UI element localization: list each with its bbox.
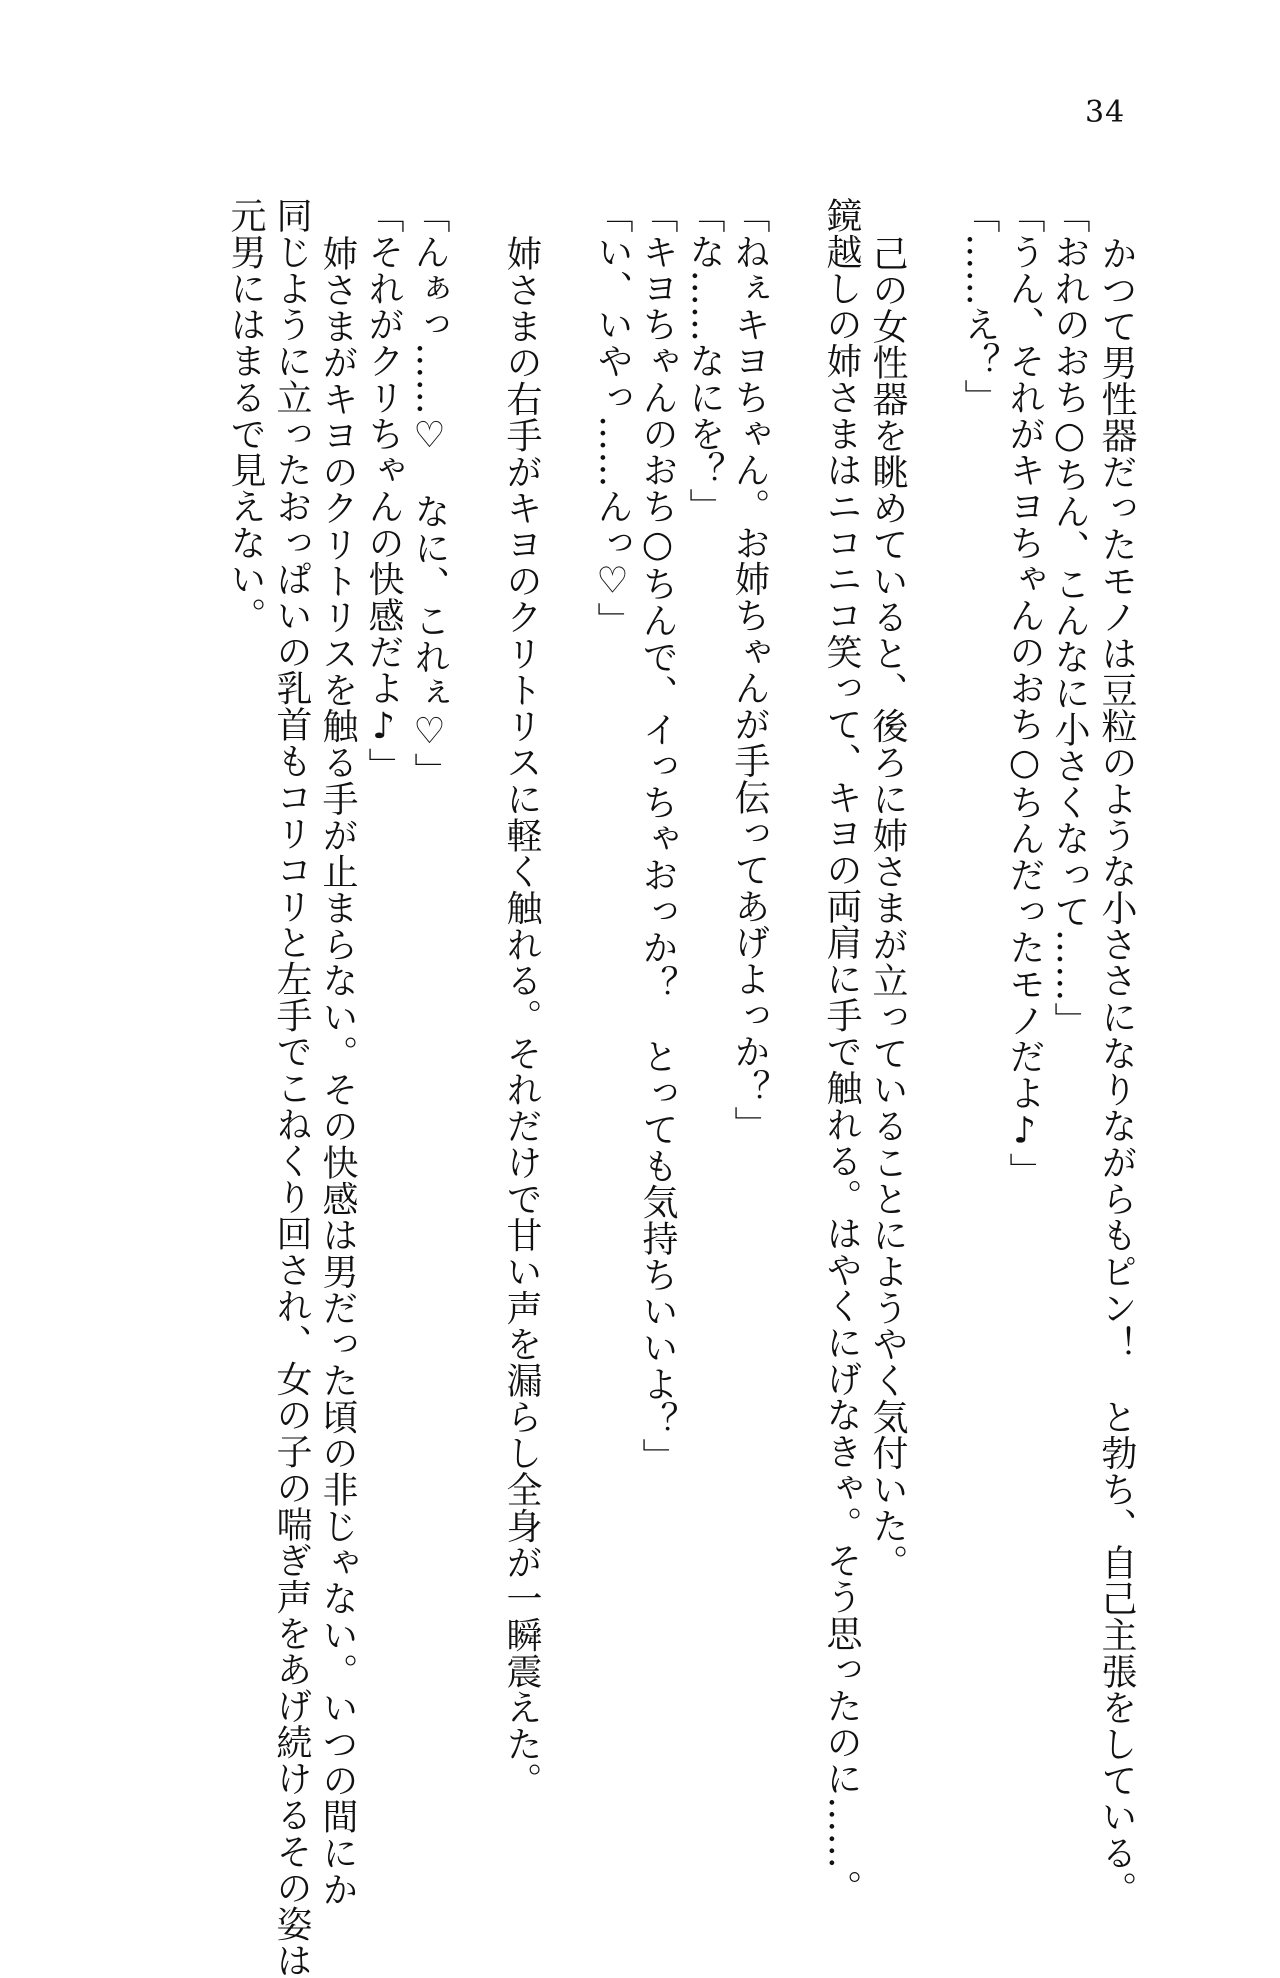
text-line: かつて男性器だったモノは豆粒のような小ささになりながらもピン！ と勃ち、自己主張をしている。 bbox=[1096, 235, 1137, 1908]
text-line: 「おれのおち○ちん、こんなに小さくなって……」 bbox=[1049, 197, 1090, 1039]
text-line: 「な……なにを？」 bbox=[684, 197, 725, 525]
text-line: 「い、いやっ……んっ♡」 bbox=[592, 197, 633, 639]
text-line: 己の女性器を眺めていると、後ろに姉さまが立っていることにようやく気付いた。 bbox=[867, 235, 908, 1580]
text-line: 鏡越しの姉さまはニコニコ笑って、キヨの両肩に手で触れる。はやくにげなきゃ。そう思ったのに……。 bbox=[821, 197, 862, 1906]
text-line: 元男にはまるで見えない。 bbox=[225, 197, 266, 634]
text-line: 「ねぇキヨちゃん。お姉ちゃんが手伝ってあげよっか？」 bbox=[729, 197, 770, 1143]
text-line: 「んぁっ……♡ なに、これぇ♡」 bbox=[409, 197, 450, 789]
text-line: 姉さまがキヨのクリトリスを触る手が止まらない。その快感は男だった頃の非じゃない。いつの間にか bbox=[317, 235, 358, 1908]
text-line: 「……え？」 bbox=[959, 197, 1000, 416]
text-line: 「それがクリちゃんの快感だよ♪」 bbox=[363, 197, 404, 784]
text-line: 同じように立ったおっぱいの乳首もコリコリと左手でこねくり回され、女の子の喘ぎ声をあげ続けるその姿は bbox=[271, 197, 312, 1978]
text-line: 姉さまの右手がキヨのクリトリスに軽く触れる。それだけで甘い声を漏らし全身が一瞬震えた。 bbox=[501, 235, 542, 1799]
text-line: 「キヨちゃんのおち○ちんで、イっちゃおっか？ とっても気持ちいいよ？」 bbox=[637, 197, 678, 1475]
text-line: 「うん、それがキヨちゃんのおち○ちんだったモノだよ♪」 bbox=[1004, 197, 1045, 1189]
page-number: 34 bbox=[1085, 95, 1126, 130]
